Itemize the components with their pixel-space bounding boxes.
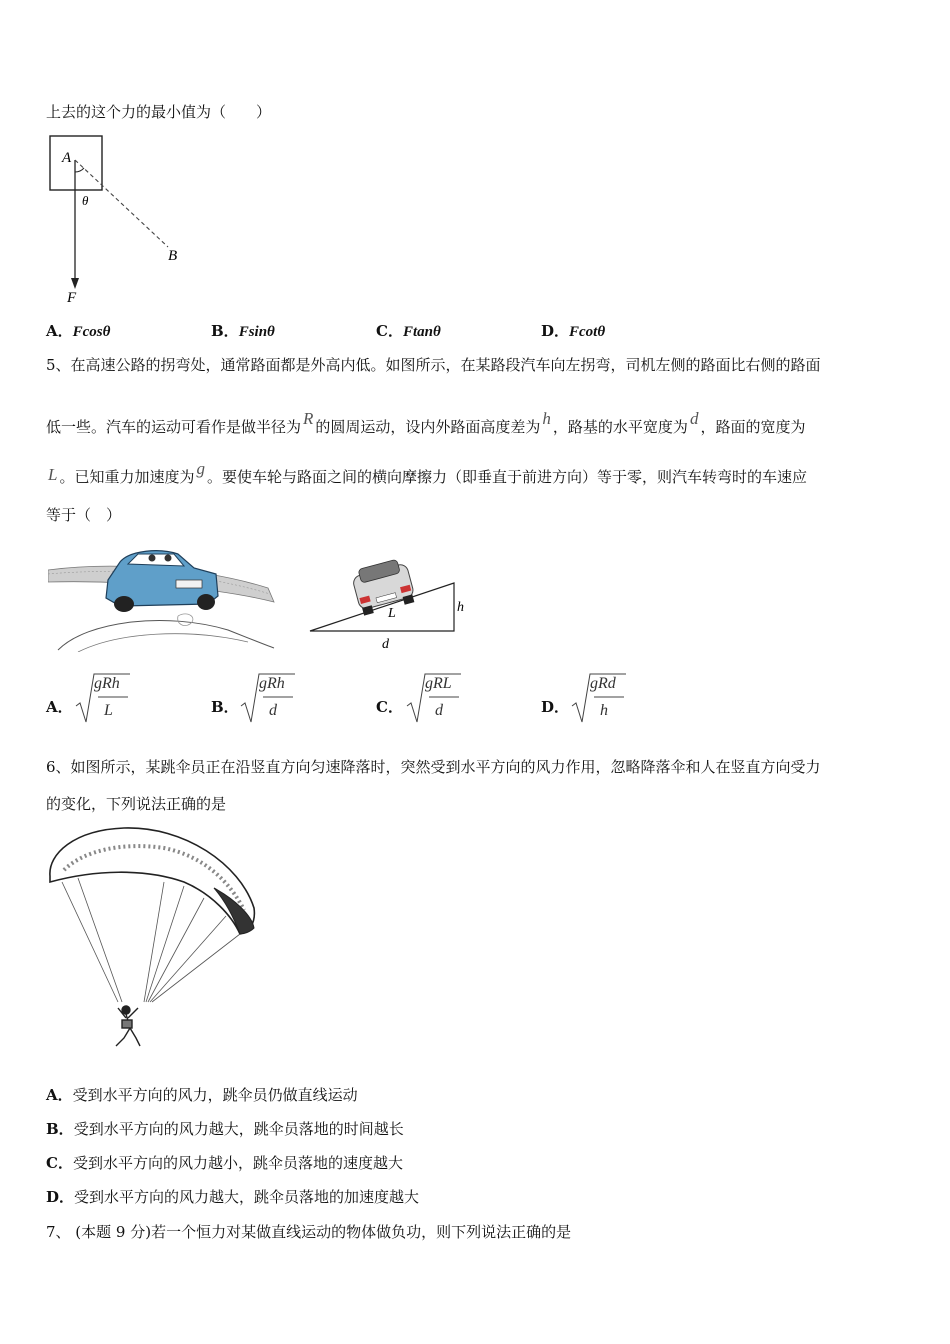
q5-line-4: 等于（ ） [46, 506, 122, 524]
var-g: g [196, 459, 205, 478]
q6-line-1: 6、如图所示，某跳伞员正在沿竖直方向匀速降落时，突然受到水平方向的风力作用，忽略降落伞和人在竖直方向受力 [46, 758, 821, 776]
q5-incline-diagram [306, 555, 476, 653]
q6-parachute-picture [44, 824, 260, 1054]
q5-option-d-formula: gRd h [570, 670, 628, 730]
q5-option-b-letter: B． [211, 698, 239, 716]
q4-force-diagram [44, 132, 194, 310]
parachutist [116, 1006, 140, 1046]
label-d: d [382, 637, 389, 652]
q6-line-2: 的变化，下列说法正确的是 [46, 795, 227, 813]
block-square [50, 136, 102, 190]
label-b: B [168, 248, 178, 264]
var-r: R [303, 409, 314, 428]
q5-option-a-formula: gRh L [74, 670, 132, 730]
q5-line-2: 低一些。汽车的运动可看作是做半径为 R 的圆周运动，设内外路面高度差为 h ，路基的水平宽度为 d ，路面的宽度为 [46, 409, 806, 436]
q6-option-c: C．受到水平方向的风力越小，跳伞员落地的速度越大 [46, 1154, 403, 1172]
q7-line-1: 7、 (本题 9 分)若一个恒力对某做直线运动的物体做负功，则下列说法正确的是 [46, 1223, 572, 1241]
q6-option-d: D．受到水平方向的风力越大，跳伞员落地的加速度越大 [46, 1188, 420, 1206]
label-a: A [62, 150, 72, 166]
var-l: L [48, 465, 58, 484]
angle-arc [75, 168, 84, 172]
var-d: d [689, 409, 699, 428]
q5-option-a-letter: A． [46, 698, 73, 716]
label-h: h [457, 600, 464, 615]
dashed-line-ab [75, 160, 168, 247]
q4-option-a: A．Fcosθ [46, 322, 111, 340]
q6-option-b: B．受到水平方向的风力越大，跳伞员落地的时间越长 [46, 1120, 404, 1138]
q4-option-b: B．Fsinθ [211, 322, 275, 340]
q5-option-c-formula: gRL d [405, 670, 463, 730]
label-theta: θ [82, 193, 89, 208]
q5-option-b-formula: gRh d [239, 670, 297, 730]
car-on-incline [350, 557, 416, 616]
q4-tail-text: 上去的这个力的最小值为（ ） [46, 103, 272, 121]
label-l: L [388, 606, 396, 621]
q5-car-turning-picture [48, 540, 276, 652]
q5-line-3: L 。已知重力加速度为 g 。要使车轮与路面之间的横向摩擦力（即垂直于前进方向）等于零，则汽车转弯时的车速应 [48, 459, 807, 486]
label-f: F [67, 290, 77, 306]
q5-line-1: 5、在高速公路的拐弯处，通常路面都是外高内低。如图所示，在某路段汽车向左拐弯，司机左侧的路面比右侧的路面 [46, 356, 821, 374]
force-arrow-head [71, 278, 79, 289]
var-h: h [542, 409, 551, 428]
q5-option-c-letter: C． [376, 698, 403, 716]
q5-option-d-letter: D． [541, 698, 570, 716]
q6-option-a: A．受到水平方向的风力，跳伞员仍做直线运动 [46, 1086, 358, 1104]
q4-option-d: D．Fcotθ [541, 322, 606, 340]
q4-option-c: C．Ftanθ [376, 322, 441, 340]
